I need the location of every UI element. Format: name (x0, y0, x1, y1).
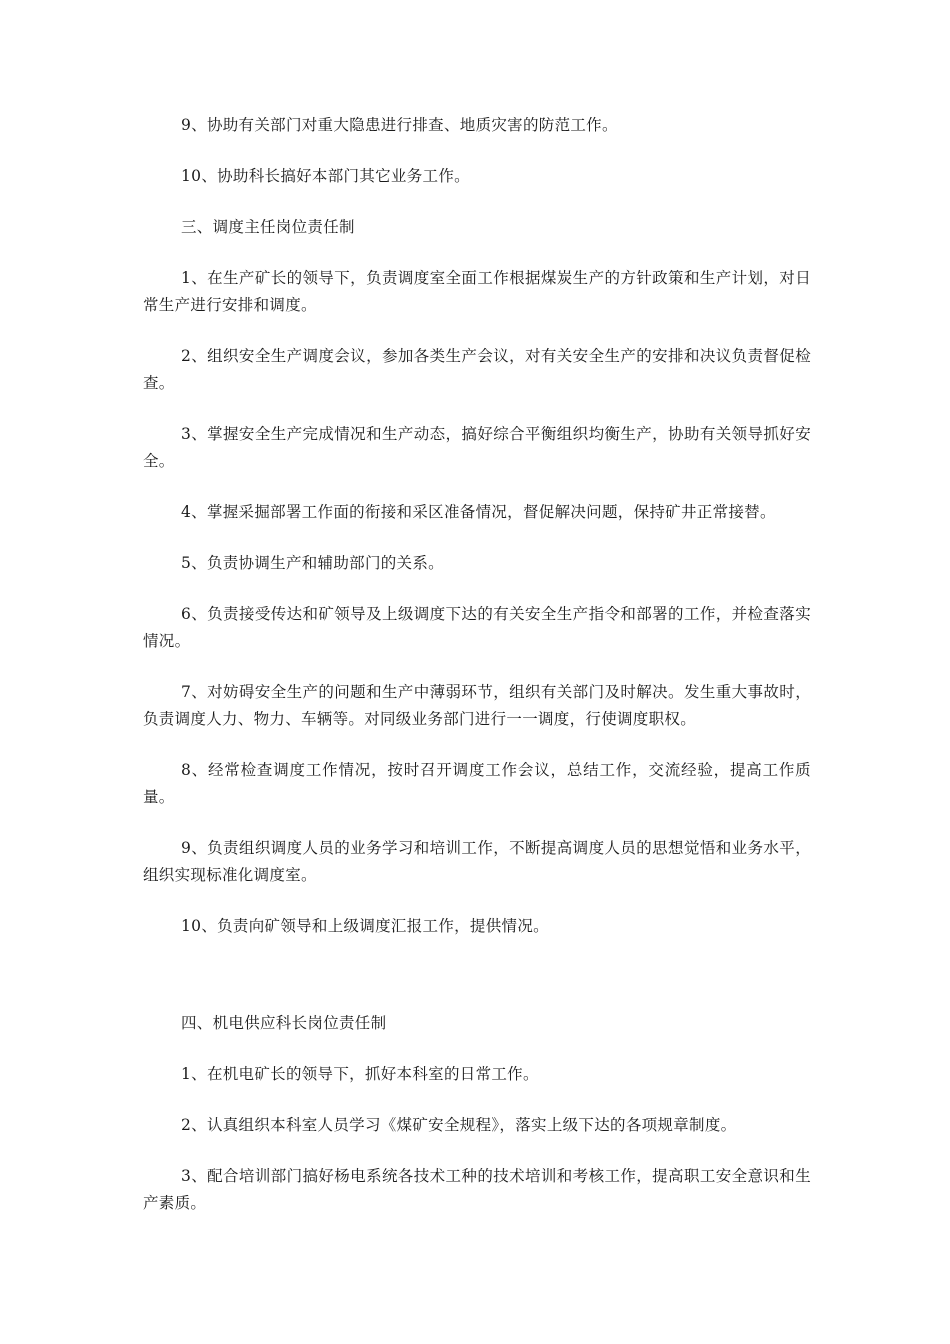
paragraph-item-9: 9、协助有关部门对重大隐患进行排查、地质灾害的防范工作。 (181, 116, 618, 134)
paragraph-dispatch-1: 1、在生产矿长的领导下，负责调度室全面工作根据煤炭生产的方针政策和生产计划，对日常生产进行安排和调度。 (143, 269, 811, 314)
paragraph-dispatch-6: 6、负责接受传达和矿领导及上级调度下达的有关安全生产指令和部署的工作，并检查落实情况。 (143, 605, 811, 650)
paragraph-dispatch-3: 3、掌握安全生产完成情况和生产动态，搞好综合平衡组织均衡生产，协助有关领导抓好安全。 (143, 425, 811, 470)
document-page (143, 112, 811, 1217)
paragraph-dispatch-5: 5、负责协调生产和辅助部门的关系。 (181, 554, 444, 572)
section-heading-dispatch-director: 三、调度主任岗位责任制 (181, 218, 355, 236)
paragraph-dispatch-7: 7、对妨碍安全生产的问题和生产中薄弱环节，组织有关部门及时解决。发生重大事故时，负责调度人力、物力、车辆等。对同级业务部门进行一一调度，行使调度职权。 (143, 683, 811, 728)
paragraph-electromechanical-2: 2、认真组织本科室人员学习《煤矿安全规程》，落实上级下达的各项规章制度。 (181, 1116, 737, 1134)
paragraph-dispatch-10: 10、负责向矿领导和上级调度汇报工作，提供情况。 (181, 917, 549, 935)
paragraph-dispatch-4: 4、掌握采掘部署工作面的衔接和采区准备情况，督促解决问题，保持矿井正常接替。 (181, 503, 776, 521)
paragraph-item-10: 10、协助科长搞好本部门其它业务工作。 (181, 167, 470, 185)
section-heading-electromechanical-chief: 四、机电供应科长岗位责任制 (181, 1014, 387, 1032)
paragraph-electromechanical-1: 1、在机电矿长的领导下，抓好本科室的日常工作。 (181, 1065, 539, 1083)
paragraph-electromechanical-3: 3、配合培训部门搞好杨电系统各技术工种的技术培训和考核工作，提高职工安全意识和生产素质。 (143, 1167, 811, 1212)
paragraph-dispatch-9: 9、负责组织调度人员的业务学习和培训工作，不断提高调度人员的思想觉悟和业务水平，组织实现标准化调度室。 (143, 839, 811, 884)
paragraph-dispatch-2: 2、组织安全生产调度会议，参加各类生产会议，对有关安全生产的安排和决议负责督促检查。 (143, 347, 811, 392)
paragraph-dispatch-8: 8、经常检查调度工作情况，按时召开调度工作会议，总结工作，交流经验，提高工作质量。 (143, 761, 811, 806)
